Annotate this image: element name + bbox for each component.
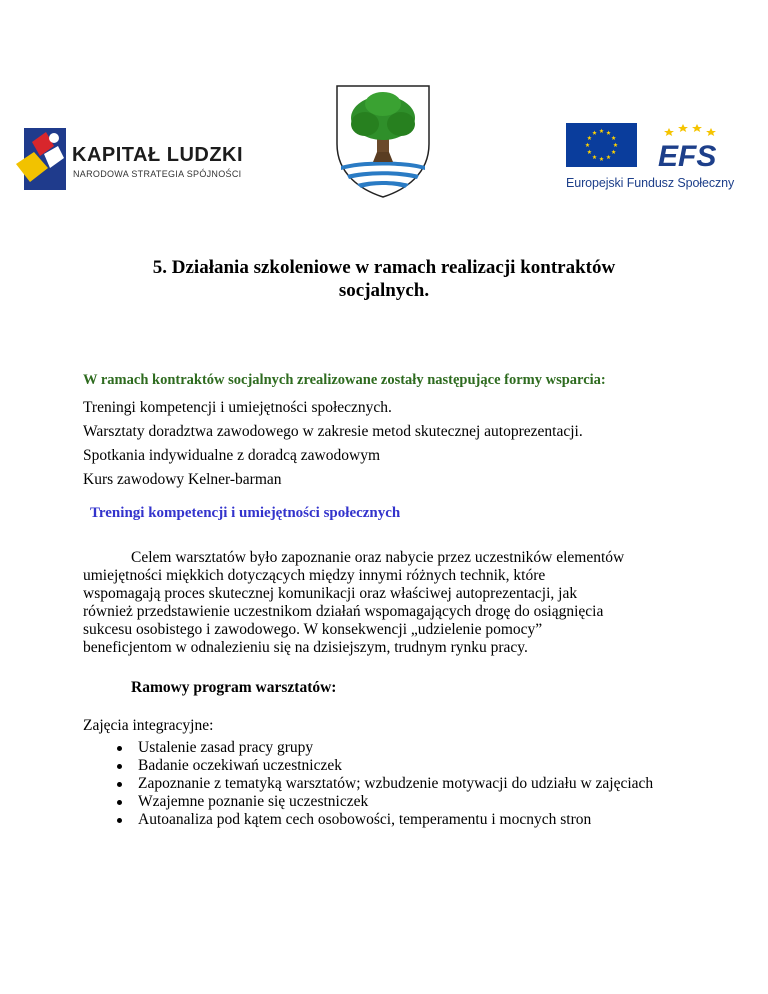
intro-heading: W ramach kontraktów socjalnych zrealizowane zostały następujące formy wsparcia:: [83, 372, 606, 388]
paragraph-line: wspomagają proces skutecznej komunikacji oraz właściwej autoprezentacji, jak: [83, 585, 578, 602]
support-form-item: Spotkania indywidualne z doradcą zawodowym: [83, 447, 380, 464]
paragraph-line: również przedstawienie uczestnikom działań wspomagających drogę do osiągnięcia: [83, 603, 604, 620]
kapital-ludzki-emblem-icon: [14, 124, 72, 196]
paragraph-line: sukcesu osobistego i zawodowego. W konsekwencji „udzielenie pomocy”: [83, 621, 543, 638]
bullet-item: Autoanaliza pod kątem cech osobowości, temperamentu i mocnych stron: [83, 811, 683, 829]
bullet-item: Badanie oczekiwań uczestniczek: [83, 757, 683, 775]
kapital-ludzki-logo: [14, 124, 244, 196]
efs-logo: [566, 120, 756, 200]
integration-label: Zajęcia integracyjne:: [83, 717, 214, 734]
bullet-item: Ustalenie zasad pracy grupy: [83, 739, 683, 757]
kapital-ludzki-subtitle: NARODOWA STRATEGIA SPÓJNOŚCI: [73, 169, 242, 179]
bullet-item: Wzajemne poznanie się uczestniczek: [83, 793, 683, 811]
efs-logo-text: EFS: [658, 140, 717, 172]
page-title-line-1: 5. Działania szkoleniowe w ramach realizacji kontraktów: [152, 257, 616, 278]
paragraph-line: Celem warsztatów było zapoznanie oraz nabycie przez uczestników elementów: [131, 549, 625, 566]
coat-of-arms: [333, 82, 433, 200]
bullet-item: Zapoznanie z tematyką warsztatów; wzbudzenie motywacji do udziału w zajęciach: [83, 775, 683, 793]
body-paragraph: [83, 549, 683, 657]
oak-tree-crest-icon: [333, 82, 433, 200]
page-title-line-2: socjalnych.: [338, 280, 430, 301]
kapital-ludzki-title: KAPITAŁ LUDZKI: [72, 144, 244, 166]
bullet-list: [83, 739, 683, 829]
support-form-item: Warsztaty doradztwa zawodowego w zakresie metod skutecznej autoprezentacji.: [83, 423, 583, 440]
program-heading: Ramowy program warsztatów:: [131, 679, 337, 696]
page-title: [120, 256, 648, 302]
section-heading: Treningi kompetencji i umiejętności społecznych: [90, 505, 401, 521]
support-form-item: Treningi kompetencji i umiejętności społecznych.: [83, 399, 392, 416]
eu-flag-efs-icon: [566, 120, 756, 172]
paragraph-line: umiejętności miękkich dotyczących między innymi różnych technik, które: [83, 567, 546, 584]
paragraph-line: beneficjentom w odnalezieniu się na dzisiejszym, trudnym rynku pracy.: [83, 639, 528, 656]
efs-caption: Europejski Fundusz Społeczny: [566, 176, 735, 190]
support-form-item: Kurs zawodowy Kelner-barman: [83, 471, 282, 488]
